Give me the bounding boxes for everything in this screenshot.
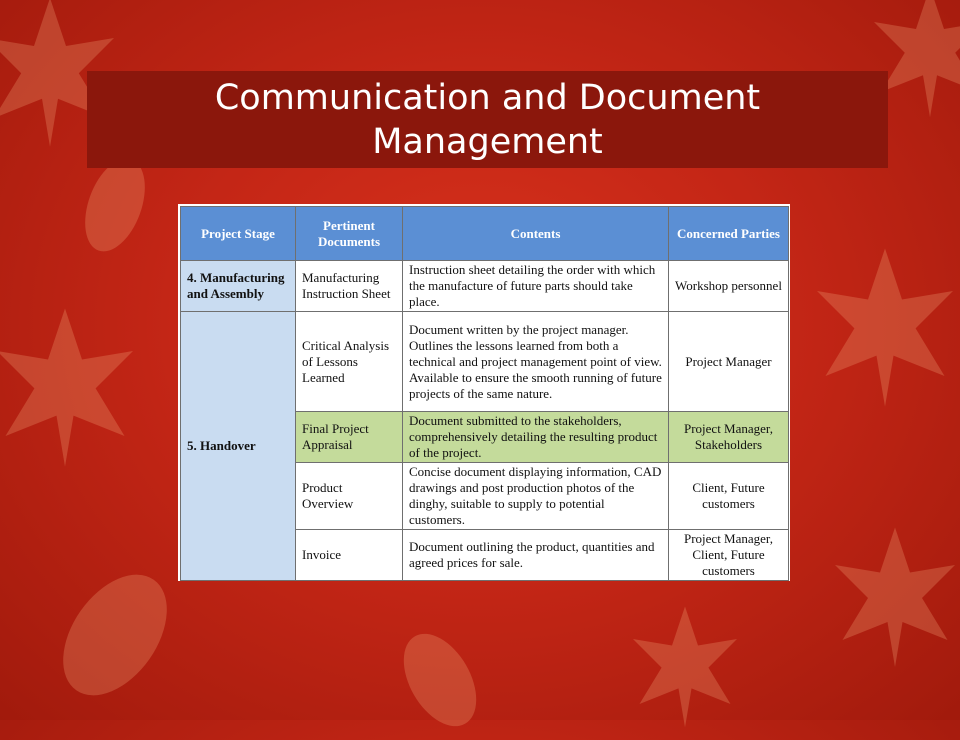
stage-cell: 4. Manufacturing and Assembly: [181, 261, 296, 312]
document-cell: Invoice: [296, 530, 403, 581]
slide-title: Communication and Document Management: [214, 77, 761, 162]
table-header-row: [181, 207, 789, 261]
document-cell: Manufacturing Instruction Sheet: [296, 261, 403, 312]
title-banner: [87, 71, 888, 168]
header-contents: Contents: [403, 207, 669, 261]
leaf-decoration-icon: [0, 300, 150, 470]
contents-cell: Document written by the project manager. Outlines the lessons learned from both a technical and project management point of view. Available to ensure the smooth running of future projects of the same nature.: [403, 312, 669, 412]
contents-cell: Document submitted to the stakeholders, comprehensively detailing the resulting product of the project.: [403, 412, 669, 463]
leaf-decoration-icon: [800, 240, 960, 410]
leaf-decoration-icon: [620, 600, 750, 730]
parties-cell: Workshop personnel: [669, 261, 789, 312]
parties-cell: Project Manager, Client, Future customers: [669, 530, 789, 581]
contents-cell: Document outlining the product, quantities and agreed prices for sale.: [403, 530, 669, 581]
leaf-decoration-icon: [820, 520, 960, 670]
parties-cell: Project Manager, Stakeholders: [669, 412, 789, 463]
stage-cell: 5. Handover: [181, 312, 296, 581]
document-cell: Critical Analysis of Lessons Learned: [296, 312, 403, 412]
parties-cell: Project Manager: [669, 312, 789, 412]
contents-cell: Concise document displaying information, CAD drawings and post production photos of the dinghy, suitable to supply to potential customers.: [403, 463, 669, 530]
leaf-decoration-icon: [40, 560, 190, 710]
table-row: [181, 261, 789, 312]
header-concerned-parties: Concerned Parties: [669, 207, 789, 261]
document-cell: Final Project Appraisal: [296, 412, 403, 463]
header-project-stage: Project Stage: [181, 207, 296, 261]
document-table-container: [178, 204, 790, 581]
header-pertinent-documents: Pertinent Documents: [296, 207, 403, 261]
leaf-decoration-icon: [380, 620, 500, 740]
document-table: [180, 206, 789, 581]
document-cell: Product Overview: [296, 463, 403, 530]
table-row: [181, 312, 789, 412]
contents-cell: Instruction sheet detailing the order with which the manufacture of future parts should take place.: [403, 261, 669, 312]
parties-cell: Client, Future customers: [669, 463, 789, 530]
